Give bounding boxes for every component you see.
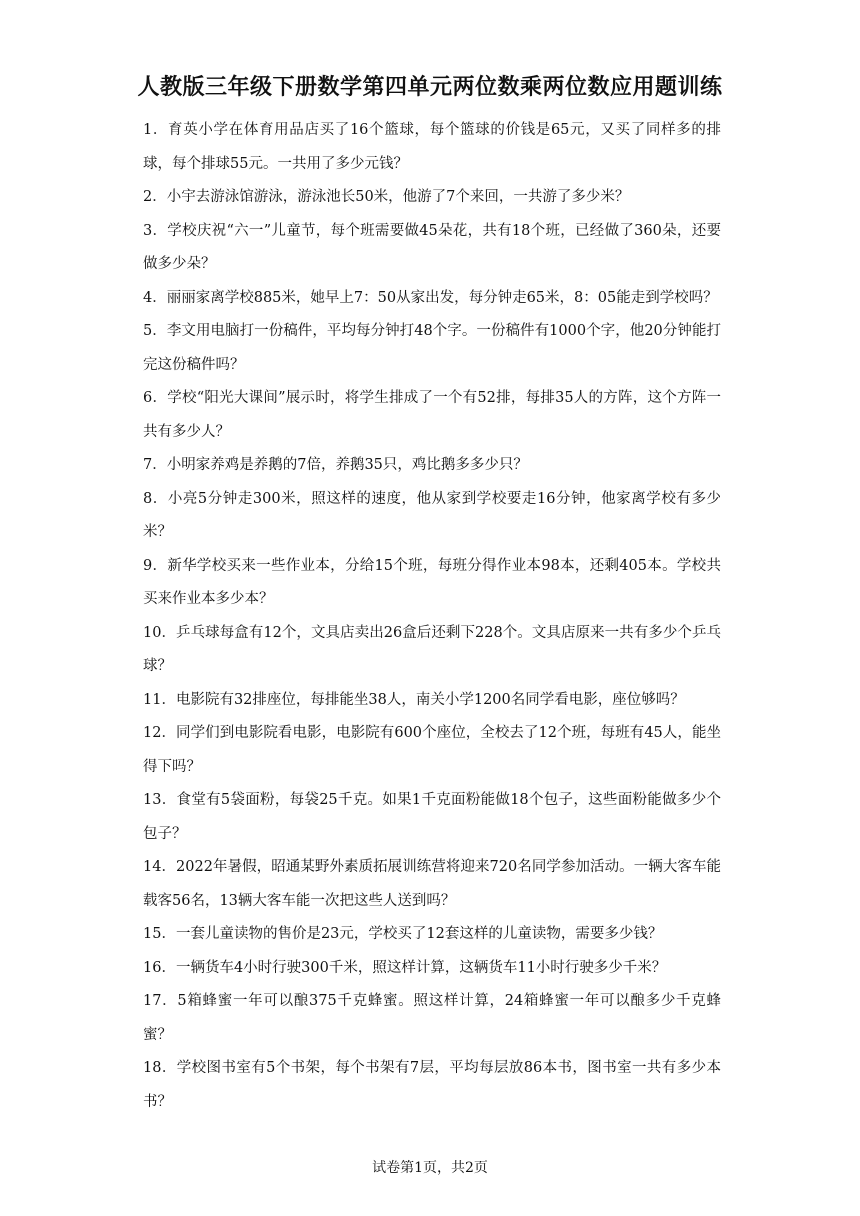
question-item: 6．学校“阳光大课间”展示时，将学生排成了一个有52排，每排35人的方阵，这个方阵一共有多少人？ <box>143 390 721 440</box>
question-list <box>143 114 721 1119</box>
question-item: 17．5箱蜂蜜一年可以酿375千克蜂蜜。照这样计算，24箱蜂蜜一年可以酿多少千克蜂蜜？ <box>143 993 721 1043</box>
question-item: 15．一套儿童读物的售价是23元，学校买了12套这样的儿童读物，需要多少钱？ <box>143 926 663 942</box>
question-item: 2．小宇去游泳馆游泳，游泳池长50米，他游了7个来回，一共游了多少米？ <box>143 189 630 205</box>
question-item: 18．学校图书室有5个书架，每个书架有7层，平均每层放86本书，图书室一共有多少本书？ <box>143 1060 721 1110</box>
question-item: 5．李文用电脑打一份稿件，平均每分钟打48个字。一份稿件有1000个字，他20分钟能打完这份稿件吗？ <box>143 323 721 373</box>
question-item: 10．乒乓球每盒有12个，文具店卖出26盒后还剩下228个。文具店原来一共有多少个乒乓球？ <box>143 624 721 674</box>
question-item: 16．一辆货车4小时行驶300千米，照这样计算，这辆货车11小时行驶多少千米？ <box>143 959 667 976</box>
document-title: 人教版三年级下册数学第四单元两位数乘两位数应用题训练 <box>137 75 723 100</box>
question-item: 12．同学们到电影院看电影，电影院有600个座位，全校去了12个班，每班有45人，能坐得下吗？ <box>143 725 721 775</box>
page-footer: 试卷第1页，共2页 <box>372 1160 488 1176</box>
question-item: 11．电影院有32排座位，每排能坐38人，南关小学1200名同学看电影，座位够吗？ <box>143 691 685 708</box>
question-item: 13．食堂有5袋面粉，每袋25千克。如果1千克面粉能做18个包子，这些面粉能做多少个包子？ <box>143 792 721 842</box>
question-item: 9．新华学校买来一些作业本，分给15个班，每班分得作业本98本，还剩405本。学校共买来作业本多少本？ <box>143 557 721 607</box>
question-item: 3．学校庆祝“六一”儿童节，每个班需要做45朵花，共有18个班，已经做了360朵，还要做多少朵？ <box>143 222 721 272</box>
question-item: 1．育英小学在体育用品店买了16个篮球，每个篮球的价钱是65元，又买了同样多的排球，每个排球55元。一共用了多少元钱？ <box>143 122 721 172</box>
question-item: 14．2022年暑假，昭通某野外素质拓展训练营将迎来720名同学参加活动。一辆大客车能载客56名，13辆大客车能一次把这些人送到吗？ <box>143 859 721 909</box>
question-item: 8．小亮5分钟走300米，照这样的速度，他从家到学校要走16分钟，他家离学校有多少米？ <box>143 490 721 540</box>
question-item: 4．丽丽家离学校885米，她早上7：50从家出发，每分钟走65米，8：05能走到学校吗？ <box>143 289 718 306</box>
question-item: 7．小明家养鸡是养鹅的7倍，养鹅35只，鸡比鹅多多少只？ <box>143 457 528 473</box>
